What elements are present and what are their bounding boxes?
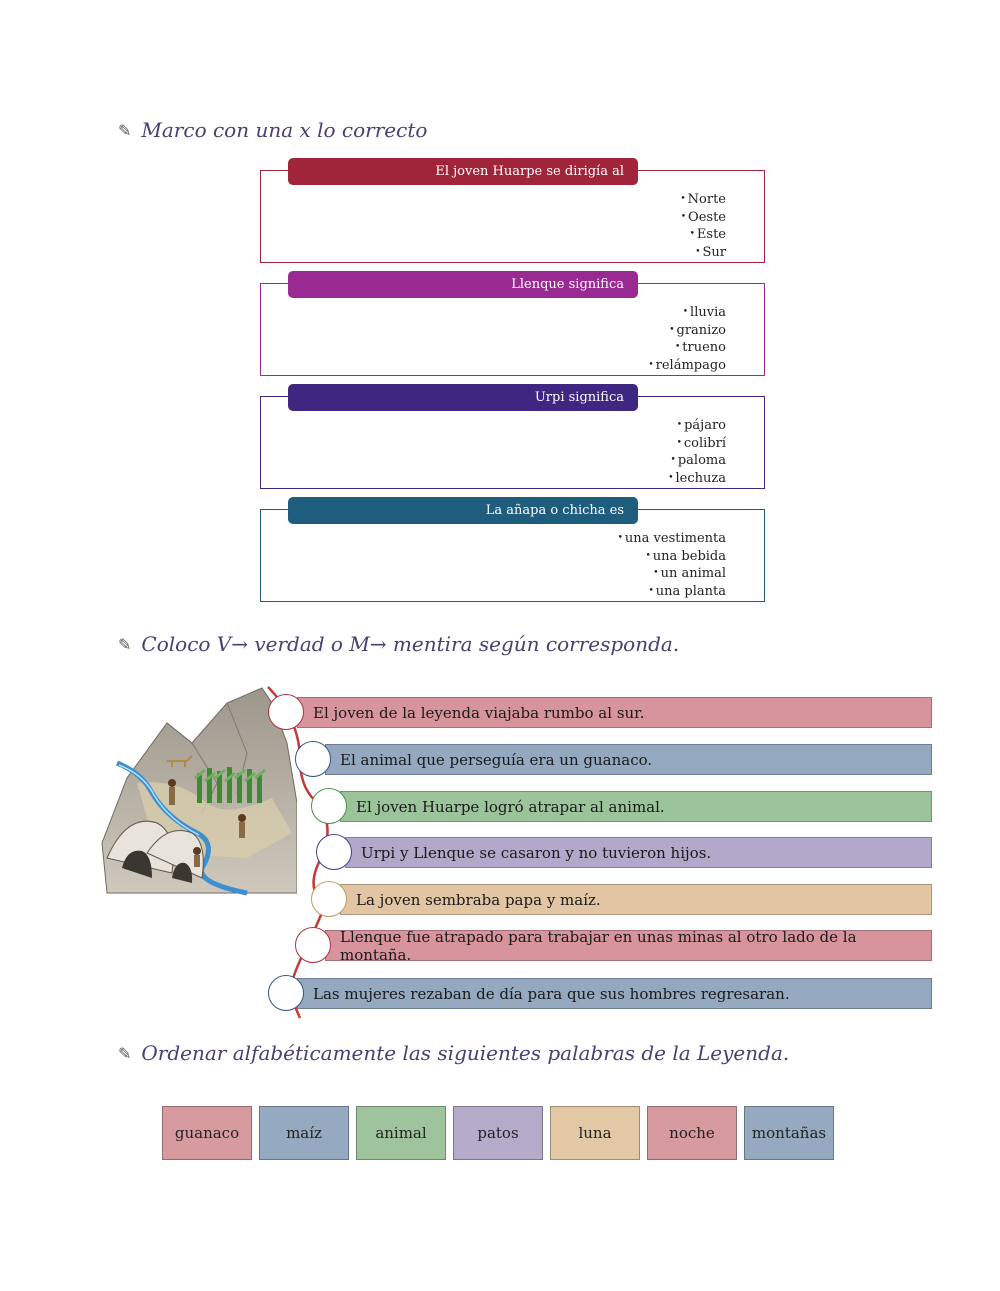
section-1-title-text: Marco con una x lo correcto <box>141 118 428 142</box>
legend-landscape-illustration <box>97 683 297 898</box>
statement-text: La joven sembraba papa y maíz. <box>356 890 601 909</box>
word-tile[interactable]: maíz <box>259 1106 349 1160</box>
statement-bar <box>297 978 932 1009</box>
answer-circle[interactable] <box>311 788 347 824</box>
question-box <box>260 164 765 263</box>
statement-text: El animal que perseguía era un guanaco. <box>340 750 653 769</box>
question-box <box>260 277 765 376</box>
answer-option[interactable]: • una vestimenta <box>618 530 726 548</box>
answer-option[interactable]: • trueno <box>648 339 726 357</box>
answer-option[interactable]: • relámpago <box>648 357 726 375</box>
answer-option[interactable]: • un animal <box>618 565 726 583</box>
answer-circle[interactable] <box>268 694 304 730</box>
pencil-icon: ✎ <box>118 120 132 140</box>
word-tile[interactable]: noche <box>647 1106 737 1160</box>
answer-circle[interactable] <box>311 881 347 917</box>
word-tile[interactable]: luna <box>550 1106 640 1160</box>
statement-bar <box>325 744 932 775</box>
option-list <box>618 530 726 600</box>
answer-option[interactable]: • Este <box>680 226 726 244</box>
option-list <box>668 417 726 487</box>
statement-bar <box>340 791 932 822</box>
section-1-title <box>118 118 427 142</box>
statement-bar <box>345 837 932 868</box>
statement-text: Llenque fue atrapado para trabajar en unas minas al otro lado de la montaña. <box>340 927 857 964</box>
option-list <box>680 191 726 261</box>
question-box <box>260 503 765 602</box>
answer-circle[interactable] <box>295 741 331 777</box>
section-2-title <box>118 632 679 656</box>
answer-option[interactable]: • Sur <box>680 244 726 262</box>
question-header: Urpi significa <box>288 384 638 411</box>
statement-bar <box>325 927 932 964</box>
pencil-icon: ✎ <box>118 1043 132 1063</box>
answer-option[interactable]: • lechuza <box>668 470 726 488</box>
answer-circle[interactable] <box>268 975 304 1011</box>
statement-text: El joven de la leyenda viajaba rumbo al sur. <box>313 703 645 722</box>
answer-option[interactable]: • lluvia <box>648 304 726 322</box>
answer-circle[interactable] <box>295 927 331 963</box>
word-tile[interactable]: animal <box>356 1106 446 1160</box>
statement-text: El joven Huarpe logró atrapar al animal. <box>356 797 665 816</box>
statement-text: Urpi y Llenque se casaron y no tuvieron hijos. <box>361 843 712 862</box>
answer-option[interactable]: • una planta <box>618 583 726 601</box>
mountain-village-image <box>97 683 297 898</box>
section-2-title-text: Coloco V→ verdad o M→ mentira según corresponda. <box>141 632 680 656</box>
answer-option[interactable]: • Oeste <box>680 209 726 227</box>
pencil-icon: ✎ <box>118 634 132 654</box>
word-tile[interactable]: guanaco <box>162 1106 252 1160</box>
word-tile[interactable]: montañas <box>744 1106 834 1160</box>
statement-bar <box>340 884 932 915</box>
answer-option[interactable]: • pájaro <box>668 417 726 435</box>
answer-option[interactable]: • una bebida <box>618 548 726 566</box>
section-3-title-text: Ordenar alfabéticamente las siguientes palabras de la Leyenda. <box>141 1041 790 1065</box>
question-header: La añapa o chicha es <box>288 497 638 524</box>
answer-option[interactable]: • Norte <box>680 191 726 209</box>
section-3-title <box>118 1041 789 1065</box>
answer-option[interactable]: • paloma <box>668 452 726 470</box>
answer-circle[interactable] <box>316 834 352 870</box>
statement-text: Las mujeres rezaban de día para que sus hombres regresaran. <box>313 984 790 1003</box>
word-tile[interactable]: patos <box>453 1106 543 1160</box>
question-header: Llenque significa <box>288 271 638 298</box>
answer-option[interactable]: • granizo <box>648 322 726 340</box>
option-list <box>648 304 726 374</box>
question-header: El joven Huarpe se dirigía al <box>288 158 638 185</box>
statement-bar <box>297 697 932 728</box>
question-box <box>260 390 765 489</box>
answer-option[interactable]: • colibrí <box>668 435 726 453</box>
